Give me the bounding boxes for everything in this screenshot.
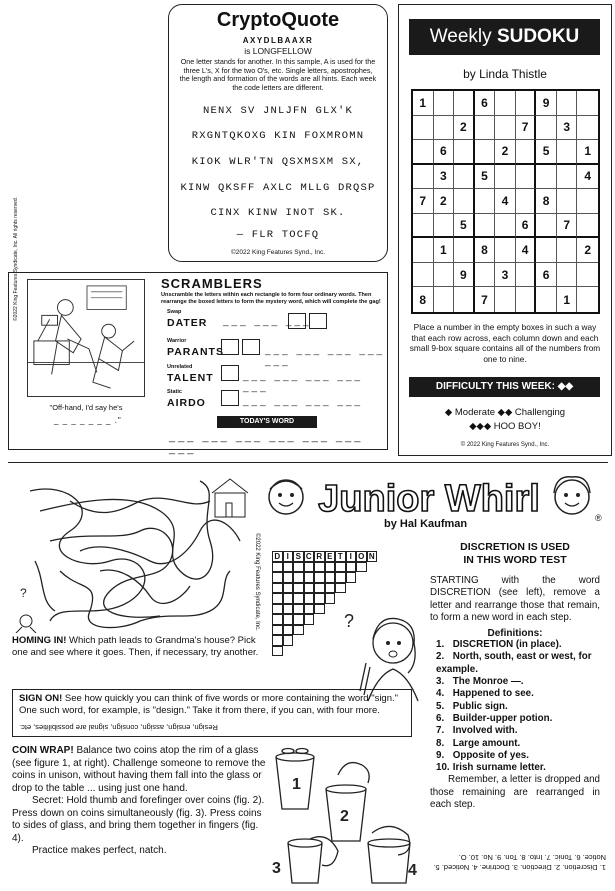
coin-wrap-puzzle xyxy=(12,745,270,858)
sudoku-cell: 1 xyxy=(413,91,434,116)
sudoku-cell[interactable] xyxy=(434,91,455,116)
discretion-grid-cell[interactable] xyxy=(356,562,367,573)
cryptoquote-explanation: One letter stands for another. In this sample, A is used for the three L's, X for the two O's, etc. Single letters, apostrophes, the length and formation of the words are all hints. Each week the code letters are different. xyxy=(179,57,377,92)
sudoku-cell: 2 xyxy=(454,116,475,141)
sudoku-cell: 1 xyxy=(434,238,455,263)
discretion-grid-cell[interactable] xyxy=(272,635,283,646)
scramble-boxed-letter[interactable] xyxy=(221,339,239,355)
definition-number: 2. xyxy=(436,651,445,663)
sudoku-cell: 8 xyxy=(413,287,434,312)
definition-text: Involved with. xyxy=(450,725,518,737)
sudoku-cell: 4 xyxy=(577,165,598,190)
sudoku-byline: by Linda Thistle xyxy=(463,67,547,81)
definition-number: 6. xyxy=(436,712,445,724)
definition-number: 4. xyxy=(436,688,445,700)
sudoku-cell[interactable] xyxy=(454,189,475,214)
definition-item xyxy=(436,639,600,651)
sudoku-cell[interactable] xyxy=(434,287,455,312)
discretion-grid-cell[interactable] xyxy=(325,572,336,583)
discretion-grid-cell[interactable] xyxy=(325,562,336,573)
sudoku-cell[interactable] xyxy=(495,214,516,239)
sudoku-cell[interactable] xyxy=(475,214,496,239)
sudoku-cell[interactable] xyxy=(577,189,598,214)
discretion-grid-cell[interactable] xyxy=(293,572,304,583)
definition-item xyxy=(436,762,600,774)
discretion-grid-cell[interactable] xyxy=(335,583,346,594)
definition-number: 5. xyxy=(436,700,445,712)
discretion-grid-cell[interactable] xyxy=(272,625,283,636)
word-test-heading-1: DISCRETION IS USED xyxy=(460,541,570,553)
scramble-boxed-letter[interactable] xyxy=(309,313,327,329)
sudoku-cell[interactable] xyxy=(536,238,557,263)
definition-item xyxy=(436,750,600,762)
sudoku-cell[interactable] xyxy=(516,263,537,288)
sudoku-cell[interactable] xyxy=(495,165,516,190)
scramble-letters: AIRDO xyxy=(167,397,206,409)
discretion-grid-cell[interactable] xyxy=(335,572,346,583)
sudoku-cell[interactable] xyxy=(413,165,434,190)
sudoku-cell[interactable] xyxy=(413,263,434,288)
sudoku-cell[interactable] xyxy=(454,287,475,312)
discretion-grid-cell[interactable] xyxy=(272,572,283,583)
registered-mark: ® xyxy=(595,513,602,523)
sudoku-grid xyxy=(411,89,600,314)
discretion-grid-cell[interactable] xyxy=(304,562,315,573)
sudoku-cell: 5 xyxy=(536,140,557,165)
discretion-grid-cell[interactable] xyxy=(314,604,325,615)
sudoku-cell: 6 xyxy=(475,91,496,116)
definition-text: Happened to see. xyxy=(450,688,534,700)
sudoku-cell: 2 xyxy=(577,238,598,263)
discretion-grid-cell[interactable] xyxy=(272,593,283,604)
sudoku-cell: 3 xyxy=(495,263,516,288)
definition-number: 10. xyxy=(436,762,450,774)
sudoku-cell: 9 xyxy=(536,91,557,116)
sudoku-cell[interactable] xyxy=(577,116,598,141)
cryptoquote-line: KINW QKSFF AXLC MLLG DRQSP xyxy=(180,182,376,194)
cryptoquote-copyright: ©2022 King Features Synd., Inc. xyxy=(230,249,326,256)
sudoku-cell: 9 xyxy=(454,263,475,288)
sudoku-cell[interactable] xyxy=(557,91,578,116)
sign-on-answer: Resign, ensign, assign, consign, signal are possibilities, etc. xyxy=(19,723,218,732)
definitions-list xyxy=(436,639,600,774)
discretion-grid-cell[interactable] xyxy=(325,583,336,594)
sudoku-cell[interactable] xyxy=(413,214,434,239)
sudoku-cell: 5 xyxy=(475,165,496,190)
discretion-grid-cell[interactable] xyxy=(314,593,325,604)
discretion-grid-cell[interactable] xyxy=(272,583,283,594)
sudoku-legend: ◆◆◆ HOO BOY! xyxy=(469,421,541,432)
discretion-grid-row xyxy=(272,593,377,604)
definition-item xyxy=(436,688,600,700)
discretion-word-test xyxy=(430,541,600,811)
discretion-grid-cell[interactable] xyxy=(272,604,283,615)
sudoku-cell: 7 xyxy=(516,116,537,141)
sudoku-cell[interactable] xyxy=(454,165,475,190)
discretion-grid-cell[interactable] xyxy=(304,572,315,583)
coin-wrap-secret: Secret: Hold thumb and forefinger over coins (fig. 2). Press down on coins simultaneously (fig. 3). Press coins to sides of glass, and bring them together in fingers (fig. 4). xyxy=(12,795,265,844)
sudoku-cell[interactable] xyxy=(536,214,557,239)
discretion-grid-cell[interactable] xyxy=(304,583,315,594)
svg-text:?: ? xyxy=(20,586,27,600)
scramble-letters: DATER xyxy=(167,317,208,329)
sudoku-cell[interactable] xyxy=(516,189,537,214)
discretion-grid-cell[interactable] xyxy=(293,604,304,615)
sudoku-cell[interactable] xyxy=(495,91,516,116)
scramblers-instructions: Unscramble the letters within each rectangle to form four ordinary words. Then rearrange the boxed letters to form the mystery word, which will complete the gag! xyxy=(161,292,381,305)
definition-text: The Monroe —. xyxy=(450,676,524,688)
sudoku-cell[interactable] xyxy=(434,214,455,239)
discretion-grid-cell[interactable] xyxy=(272,614,283,625)
discretion-grid-row xyxy=(272,551,377,562)
discretion-grid-cell[interactable] xyxy=(283,572,294,583)
sudoku-cell: 3 xyxy=(434,165,455,190)
sudoku-title-sudoku: SUDOKU xyxy=(496,26,580,47)
sudoku-cell[interactable] xyxy=(434,116,455,141)
scramblers-caption-blank: _ _ _ _ _ _ _ ." xyxy=(54,416,122,425)
maze-illustration xyxy=(10,471,250,633)
scramble-hint: Static xyxy=(167,389,182,395)
discretion-grid-cell[interactable] xyxy=(293,593,304,604)
sudoku-cell[interactable] xyxy=(434,263,455,288)
sudoku-cell: 8 xyxy=(475,238,496,263)
scramble-answer-blanks[interactable]: ___ ___ ___ ___ ___ xyxy=(265,345,386,367)
sudoku-cell[interactable] xyxy=(536,287,557,312)
definition-item xyxy=(436,701,600,713)
discretion-grid-cell: O xyxy=(356,551,367,562)
sudoku-cell: 2 xyxy=(495,140,516,165)
discretion-grid-cell[interactable] xyxy=(335,562,346,573)
definition-number: 7. xyxy=(436,725,445,737)
sudoku-cell: 6 xyxy=(434,140,455,165)
definition-text: DISCRETION (in place). xyxy=(450,639,562,651)
junior-whirl-byline: by Hal Kaufman xyxy=(384,518,468,530)
scramble-hint: Unrelated xyxy=(167,364,193,370)
sudoku-cell[interactable] xyxy=(475,263,496,288)
sudoku-cell[interactable] xyxy=(557,238,578,263)
todays-word-blanks[interactable]: ___ ___ ___ ___ ___ ___ ___ xyxy=(169,431,364,455)
discretion-grid-cell: R xyxy=(314,551,325,562)
scramble-answer-blanks[interactable]: ___ ___ ___ ___ ___ xyxy=(243,371,364,393)
sign-on-title: SIGN ON! xyxy=(19,693,63,704)
definition-item xyxy=(436,725,600,737)
discretion-grid-cell[interactable] xyxy=(293,614,304,625)
sudoku-cell: 8 xyxy=(536,189,557,214)
definition-item xyxy=(436,676,600,688)
definition-item xyxy=(436,651,600,676)
scramble-boxed-letter[interactable] xyxy=(288,313,306,329)
discretion-grid-cell[interactable] xyxy=(293,625,304,636)
definition-text: Irish surname letter. xyxy=(450,762,546,774)
sudoku-cell[interactable] xyxy=(454,140,475,165)
sudoku-cell: 7 xyxy=(413,189,434,214)
cryptoquote-panel xyxy=(168,4,388,262)
sign-on-box xyxy=(12,689,412,737)
definition-text: Public sign. xyxy=(450,700,508,712)
discretion-grid-cell[interactable] xyxy=(346,572,357,583)
svg-text:?: ? xyxy=(344,611,355,631)
discretion-grid-cell[interactable] xyxy=(346,562,357,573)
svg-text:1: 1 xyxy=(292,776,301,793)
sign-on-text: See how quickly you can think of five words or more containing the word "sign." One such word, for example, is "design." Take it from there, if you can, with four more. xyxy=(19,693,399,716)
sudoku-cell[interactable] xyxy=(516,140,537,165)
cryptoquote-sample-answer: is LONGFELLOW xyxy=(244,46,312,56)
cryptoquote-line: CINX KINW INOT SK. xyxy=(210,207,346,219)
scramble-answer-blanks[interactable]: ___ ___ ___ xyxy=(223,316,312,327)
scramble-letters: PARANTS xyxy=(167,346,224,358)
discretion-grid-cell[interactable] xyxy=(283,635,294,646)
discretion-grid-cell[interactable] xyxy=(314,562,325,573)
discretion-grid-cell[interactable] xyxy=(283,625,294,636)
sudoku-cell[interactable] xyxy=(454,91,475,116)
sudoku-cell: 6 xyxy=(536,263,557,288)
sudoku-cell[interactable] xyxy=(495,287,516,312)
sudoku-cell[interactable] xyxy=(557,140,578,165)
sudoku-cell[interactable] xyxy=(413,140,434,165)
sudoku-cell: 1 xyxy=(557,287,578,312)
definition-number: 3. xyxy=(436,676,445,688)
definition-text: Builder-upper potion. xyxy=(450,712,553,724)
sudoku-cell[interactable] xyxy=(495,116,516,141)
sudoku-cell[interactable] xyxy=(536,116,557,141)
discretion-grid-cell: I xyxy=(346,551,357,562)
cryptoquote-line: NENX SV JNLJFN GLX'K xyxy=(202,105,354,117)
svg-text:3: 3 xyxy=(272,860,281,877)
sudoku-cell: 4 xyxy=(516,238,537,263)
discretion-grid-row xyxy=(272,572,377,583)
sudoku-legend: ◆ Moderate ◆◆ Challenging xyxy=(444,407,566,418)
sudoku-cell: 1 xyxy=(577,140,598,165)
sudoku-cell[interactable] xyxy=(475,116,496,141)
junior-whirl-section xyxy=(8,462,608,886)
sudoku-cell[interactable] xyxy=(454,238,475,263)
discretion-grid-cell[interactable] xyxy=(283,604,294,615)
junior-whirl-logo-text: Junior Whirl xyxy=(318,478,540,519)
sudoku-cell[interactable] xyxy=(536,165,557,190)
sudoku-cell[interactable] xyxy=(413,238,434,263)
sudoku-cell: 2 xyxy=(434,189,455,214)
scramble-hint: Swap xyxy=(167,309,182,315)
scramble-answer-blanks[interactable]: ___ ___ ___ ___ xyxy=(243,396,364,407)
definition-item xyxy=(436,738,600,750)
definition-text: Large amount. xyxy=(450,737,521,749)
definitions-title: Definitions: xyxy=(487,628,543,640)
sudoku-cell[interactable] xyxy=(495,238,516,263)
sudoku-cell: 6 xyxy=(516,214,537,239)
cryptoquote-sample-code: AXYDLBAAXR xyxy=(242,36,314,45)
discretion-grid-cell: S xyxy=(293,551,304,562)
sudoku-cell: 7 xyxy=(557,214,578,239)
definition-text: North, south, east or west, for example. xyxy=(436,651,592,675)
discretion-grid-cell[interactable] xyxy=(283,562,294,573)
word-test-outro: Remember, a letter is dropped and those remaining are rearranged in each step. xyxy=(430,774,600,811)
coin-wrap-title: COIN WRAP! xyxy=(12,745,74,756)
sudoku-instructions: Place a number in the empty boxes in such a way that each row across, each column down and each small 9-box square contains all of the numbers from one to nine. xyxy=(409,322,601,364)
sudoku-cell[interactable] xyxy=(557,165,578,190)
discretion-grid-cell[interactable] xyxy=(293,583,304,594)
scramblers-copyright: ©2022 King Features Syndicate, Inc. All rights reserved. xyxy=(13,196,19,321)
definition-item xyxy=(436,713,600,725)
homing-in-puzzle xyxy=(12,635,260,659)
sudoku-title-weekly: Weekly xyxy=(429,26,492,47)
svg-text:4: 4 xyxy=(408,862,417,879)
discretion-grid-cell[interactable] xyxy=(272,562,283,573)
sudoku-cell: 7 xyxy=(475,287,496,312)
sudoku-difficulty: DIFFICULTY THIS WEEK: ◆◆ xyxy=(409,377,600,397)
discretion-grid-cell[interactable] xyxy=(283,614,294,625)
coin-wrap-text: Balance two coins atop the rim of a glass (see figure 1, at right). Challenge someone to remove the coins in unison, without having them fall into the glass or drop to the table ... using just one hand. xyxy=(12,745,266,794)
discretion-grid-cell[interactable] xyxy=(304,604,315,615)
discretion-grid-cell: I xyxy=(283,551,294,562)
scramblers-caption: "Off-hand, I'd say he's xyxy=(49,403,123,412)
girl-illustration xyxy=(338,603,438,703)
discretion-grid-cell[interactable] xyxy=(293,562,304,573)
cryptoquote-line: RXGNTQKOXG KIN FOXMROMN xyxy=(191,130,365,142)
homing-in-text: Which path leads to Grandma's house? Pick one and see where it goes. Then, if necessary, try another. xyxy=(12,635,259,658)
discretion-grid-cell: T xyxy=(335,551,346,562)
definition-number: 8. xyxy=(436,737,445,749)
scramble-letters: TALENT xyxy=(167,372,214,384)
definition-number: 1. xyxy=(436,639,445,651)
discretion-grid-cell[interactable] xyxy=(314,572,325,583)
sudoku-cell[interactable] xyxy=(475,140,496,165)
discretion-grid-cell: N xyxy=(367,551,378,562)
maze-copyright: ©2022 King Features Syndicate, Inc. xyxy=(254,533,260,631)
coin-figures-illustration xyxy=(268,743,418,885)
sudoku-cell[interactable] xyxy=(516,91,537,116)
definition-text: Opposite of yes. xyxy=(450,749,529,761)
discretion-grid-cell[interactable] xyxy=(283,593,294,604)
sudoku-banner xyxy=(409,19,600,55)
sudoku-cell[interactable] xyxy=(516,165,537,190)
sudoku-cell: 5 xyxy=(454,214,475,239)
word-test-intro: STARTING with the word DISCRETION (see left), remove a letter and rearrange those that remain, to form a new word in each step. xyxy=(430,575,600,623)
discretion-grid-cell[interactable] xyxy=(304,614,315,625)
discretion-grid-cell: C xyxy=(304,551,315,562)
sudoku-cell: 4 xyxy=(495,189,516,214)
scramble-boxed-letter[interactable] xyxy=(221,390,239,406)
discretion-grid-row xyxy=(272,562,377,573)
sudoku-cell[interactable] xyxy=(557,263,578,288)
homing-in-title: HOMING IN! xyxy=(12,635,67,646)
sudoku-cell[interactable] xyxy=(577,287,598,312)
scramblers-cartoon xyxy=(27,279,145,397)
discretion-grid-cell[interactable] xyxy=(283,583,294,594)
junior-whirl-logo xyxy=(264,471,594,519)
sudoku-cell[interactable] xyxy=(577,214,598,239)
cryptoquote-title: CryptoQuote xyxy=(216,9,340,31)
scramble-boxed-letter[interactable] xyxy=(242,339,260,355)
sudoku-cell: 3 xyxy=(557,116,578,141)
scramblers-title: SCRAMBLERS xyxy=(161,276,263,291)
cryptoquote-author: — FLR TOCFQ xyxy=(236,229,320,241)
discretion-grid-cell[interactable] xyxy=(304,593,315,604)
sudoku-cell[interactable] xyxy=(413,116,434,141)
sudoku-copyright: © 2022 King Features Synd., Inc. xyxy=(460,442,550,448)
discretion-grid-cell[interactable] xyxy=(314,583,325,594)
cryptoquote-line: KIOK WLR'TN QSXMSXM SX, xyxy=(191,156,365,168)
sudoku-panel xyxy=(398,4,612,456)
coin-wrap-closing: Practice makes perfect, natch. xyxy=(32,845,167,856)
discretion-grid-cell: D xyxy=(272,551,283,562)
sudoku-cell[interactable] xyxy=(557,189,578,214)
scramble-boxed-letter[interactable] xyxy=(221,365,239,381)
sudoku-cell[interactable] xyxy=(475,189,496,214)
word-test-answers: 1. Discretion. 2. Direction. 3. Doctrine. 4. Noticed. 5. Notice. 6. Tonic. 7. Into. 8. Ton. 9. No. 10. O. xyxy=(433,853,606,872)
word-test-heading-2: IN THIS WORD TEST xyxy=(463,554,567,566)
sudoku-cell[interactable] xyxy=(577,263,598,288)
discretion-grid-cell: E xyxy=(325,551,336,562)
sudoku-cell[interactable] xyxy=(516,287,537,312)
definition-number: 9. xyxy=(436,749,445,761)
sudoku-cell[interactable] xyxy=(577,91,598,116)
discretion-grid-cell[interactable] xyxy=(325,593,336,604)
todays-word-label: TODAY'S WORD xyxy=(217,416,317,428)
svg-text:2: 2 xyxy=(340,808,349,825)
scramble-hint: Warrior xyxy=(167,338,187,344)
discretion-grid-row xyxy=(272,583,377,594)
discretion-grid-cell[interactable] xyxy=(272,646,283,657)
